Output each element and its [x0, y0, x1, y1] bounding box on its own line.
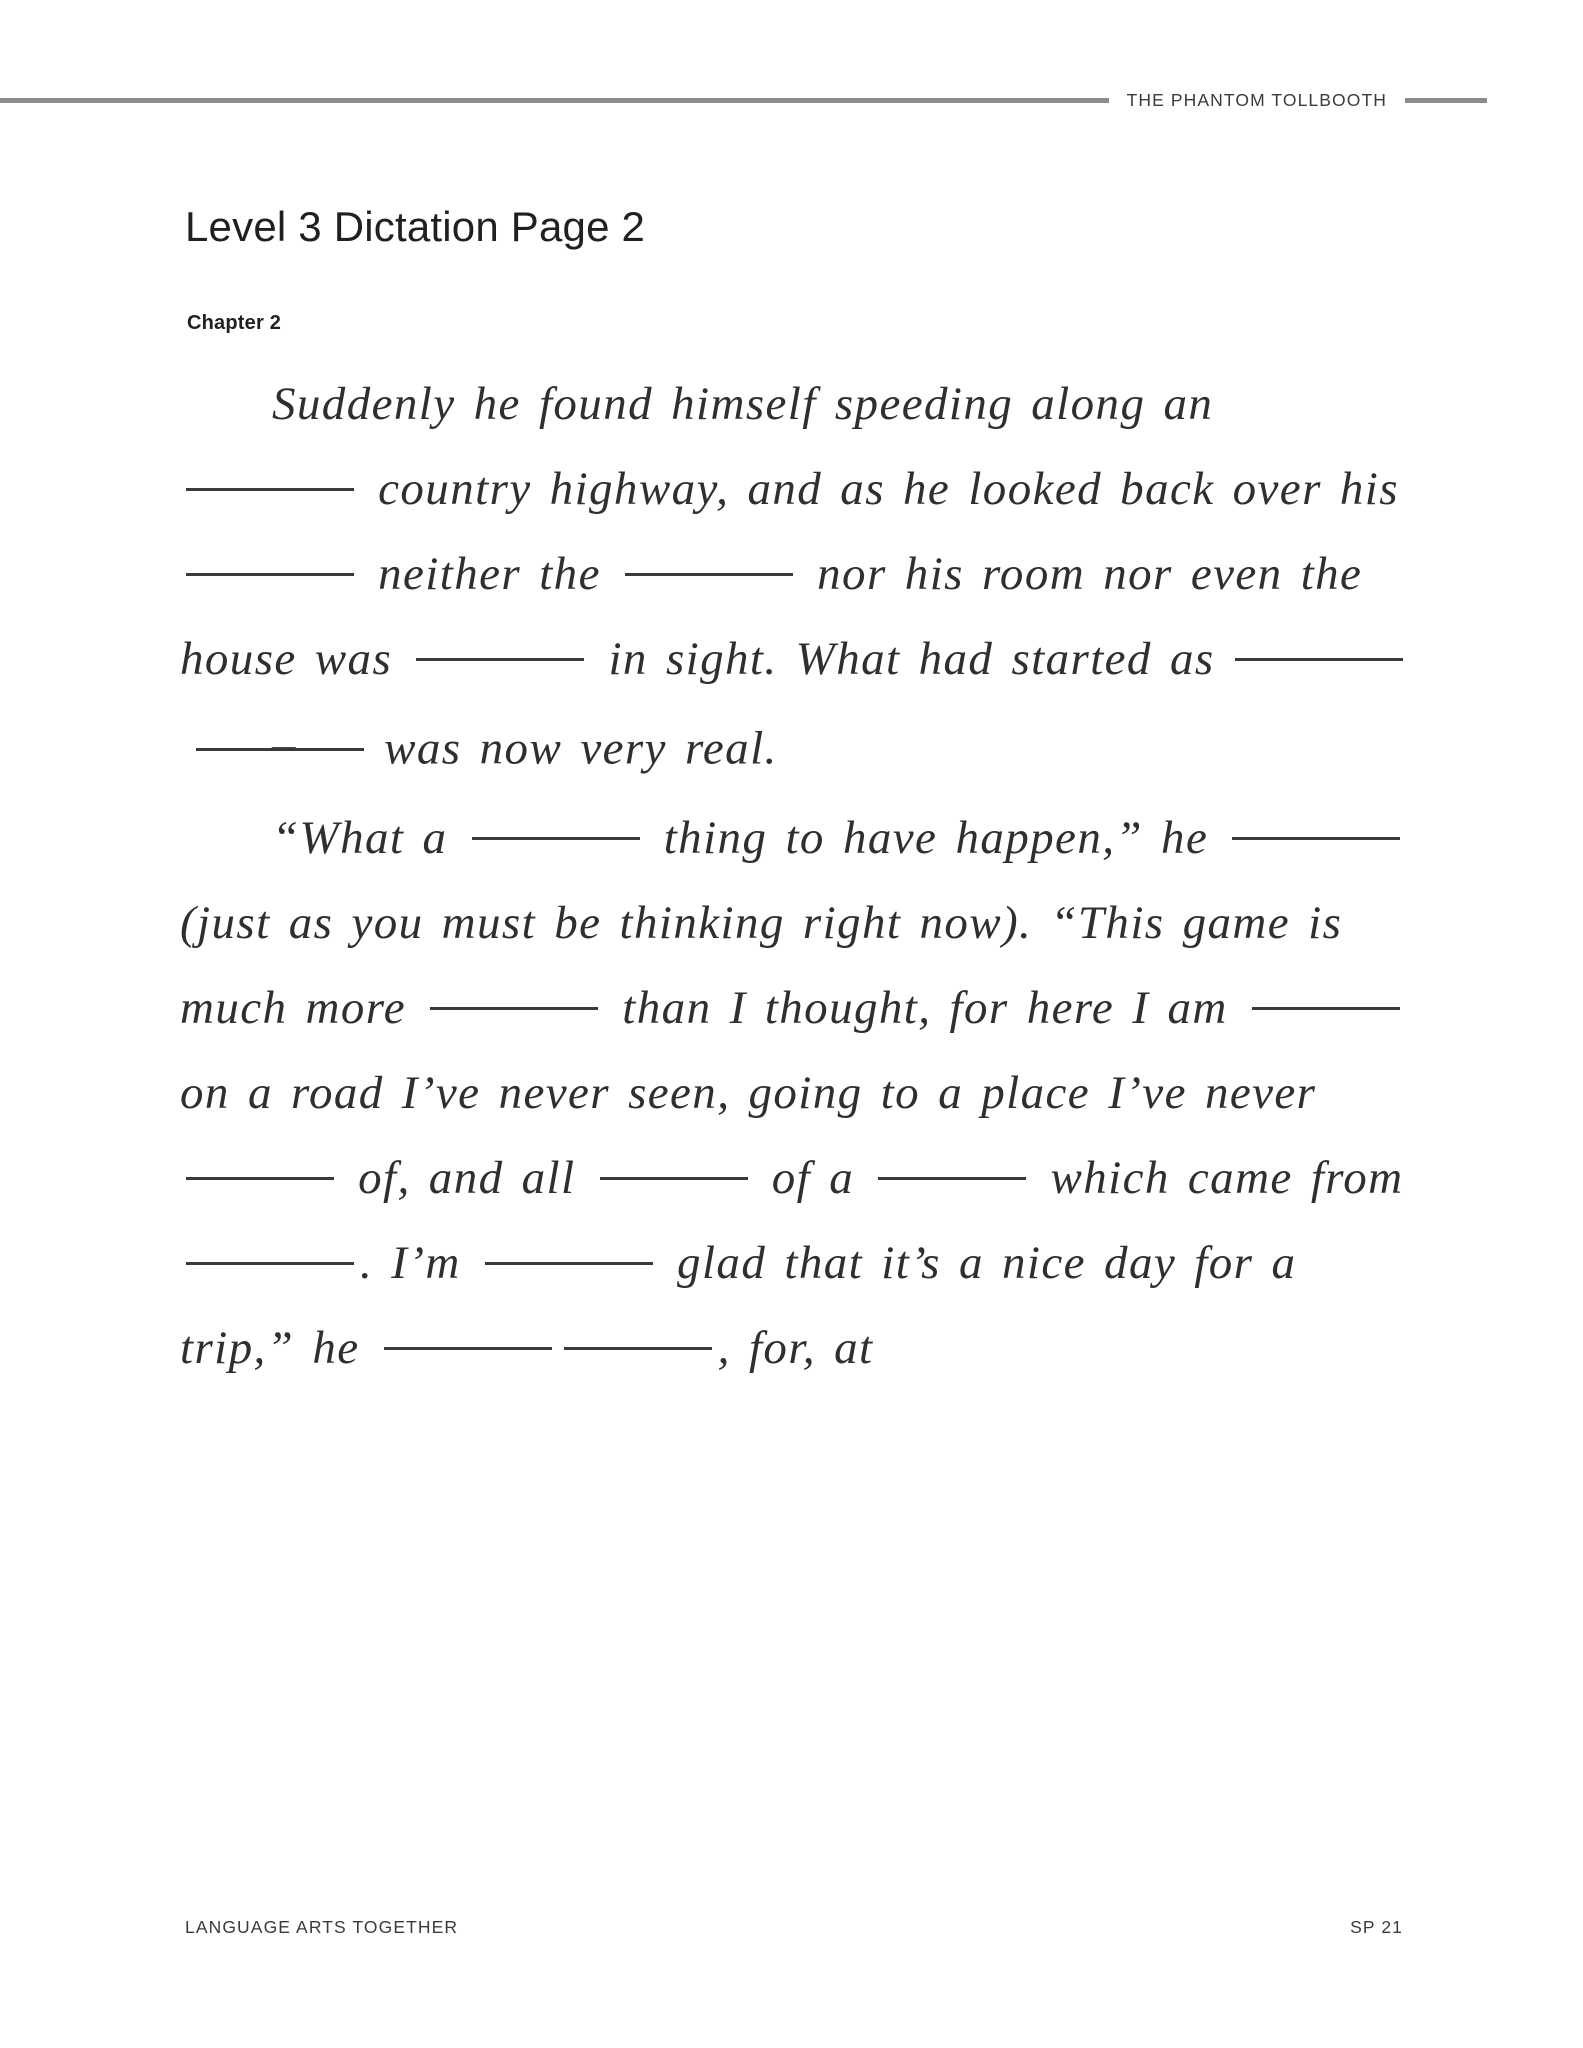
- text-segment: in sight. What had started as: [590, 633, 1233, 685]
- answer-blank[interactable]: [1252, 1007, 1400, 1010]
- answer-blank[interactable]: [186, 1262, 354, 1265]
- text-segment: was now very real.: [366, 722, 778, 775]
- header-title: THE PHANTOM TOLLBOOTH: [1126, 89, 1387, 110]
- text-segment: . I’m: [360, 1236, 479, 1289]
- answer-blank[interactable]: [625, 573, 793, 576]
- answer-blank[interactable]: [1235, 658, 1403, 661]
- text-segment: than I thought, for here I am: [604, 981, 1246, 1034]
- answer-blank[interactable]: [196, 748, 364, 751]
- text-segment: on a road I’ve never seen, going to a place I’ve never: [180, 1066, 1317, 1119]
- answer-blank[interactable]: [485, 1262, 653, 1265]
- answer-blank[interactable]: [186, 573, 354, 576]
- text-segment: (just as you must be thinking right now). “This game is much more: [180, 896, 1343, 1034]
- answer-blank[interactable]: [430, 1007, 598, 1010]
- text-segment: of a: [753, 1151, 873, 1204]
- answer-blank[interactable]: [1232, 837, 1400, 840]
- answer-blank[interactable]: [564, 1347, 712, 1350]
- blank-separator-dash: –: [272, 718, 297, 770]
- dictation-paragraph-2: [180, 796, 1410, 1391]
- footer-publisher: LANGUAGE ARTS TOGETHER: [185, 1917, 459, 1937]
- text-segment: , for, at: [717, 1321, 874, 1374]
- text-segment: “What a: [272, 811, 466, 864]
- text-segment: which came from: [1032, 1151, 1404, 1204]
- answer-blank[interactable]: [186, 1177, 334, 1180]
- text-segment: of, and all: [340, 1151, 594, 1204]
- answer-blank[interactable]: [878, 1177, 1026, 1180]
- answer-blank[interactable]: [472, 837, 640, 840]
- answer-blank[interactable]: [416, 658, 584, 661]
- footer-page-number: SP 21: [1350, 1917, 1403, 1937]
- text-segment: country highway, and as he looked back over his: [360, 463, 1399, 515]
- dictation-paragraph-1: [180, 362, 1410, 792]
- text-segment: glad that it’s a nice day for a trip,” he: [180, 1236, 1297, 1374]
- answer-blank[interactable]: [384, 1347, 552, 1350]
- chapter-label: Chapter 2: [187, 312, 282, 334]
- header-rule-left: [0, 98, 1109, 103]
- header-rule-right: [1405, 98, 1487, 103]
- answer-blank[interactable]: [600, 1177, 748, 1180]
- text-segment: Suddenly he found himself speeding along an: [272, 378, 1214, 430]
- text-segment: neither the: [360, 548, 619, 600]
- answer-blank[interactable]: [186, 488, 354, 491]
- dictation-body: [180, 362, 1410, 1395]
- page-header: [0, 88, 1583, 112]
- page-title: Level 3 Dictation Page 2: [185, 203, 646, 251]
- text-segment: thing to have happen,” he: [645, 811, 1227, 864]
- text-segment: nor his room nor even the house was: [180, 548, 1363, 685]
